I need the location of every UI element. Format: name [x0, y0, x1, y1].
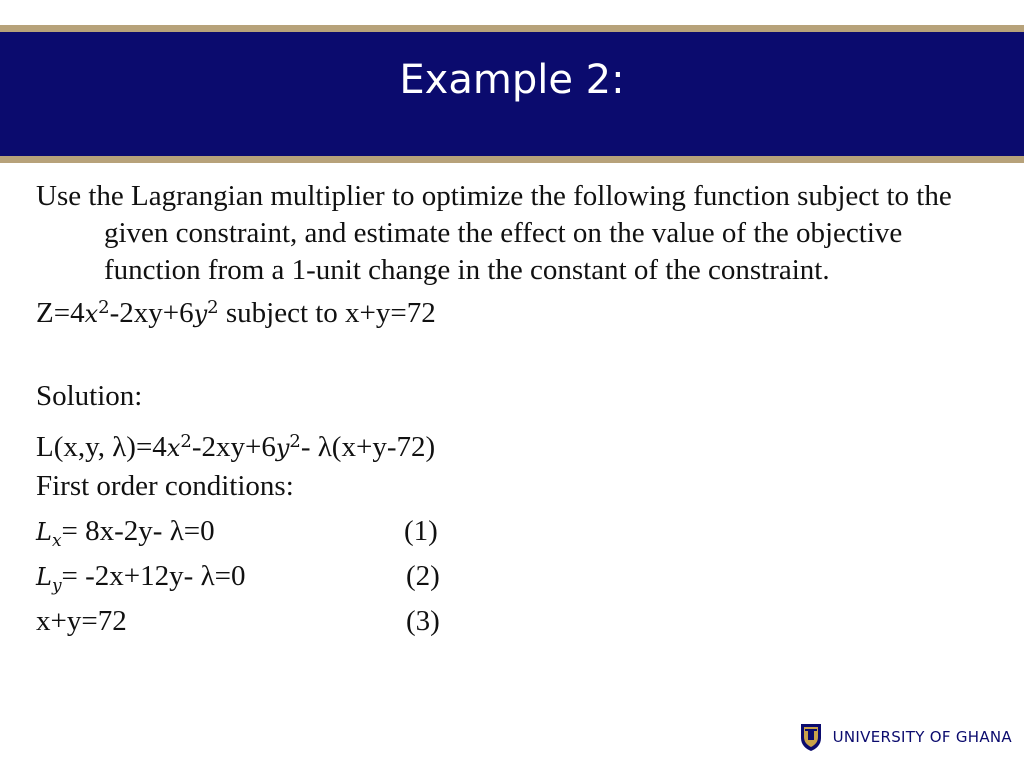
condition-2-var: L: [36, 563, 52, 591]
spacer: [36, 326, 986, 378]
condition-2-number: (2): [406, 560, 440, 592]
condition-3-text: x+y=72: [36, 605, 127, 637]
university-crest-icon: [799, 722, 823, 752]
lagrangian-middle: -2xy+6: [191, 431, 276, 463]
condition-1: [36, 513, 986, 550]
first-order-label: First order conditions:: [36, 470, 294, 502]
condition-1-subscript: x: [51, 531, 62, 551]
condition-2-text: = -2x+12y- λ=0: [61, 560, 246, 592]
slide-title: Example 2:: [399, 57, 625, 103]
problem-statement: Use the Lagrangian multiplier to optimize the following function subject to the given constraint, and estimate the effect on the value of the objective function from a 1-unit change in the constant of the constraint.: [36, 180, 952, 286]
objective-function: [36, 289, 986, 329]
footer-branding: [799, 722, 1012, 752]
banner-top-accent-line: [0, 25, 1024, 32]
condition-3-number: (3): [406, 605, 440, 637]
objective-y-term: y: [193, 300, 208, 328]
university-name: UNIVERSITY OF GHANA: [832, 728, 1012, 746]
condition-1-text: = 8x-2y- λ=0: [61, 515, 215, 547]
lagrangian-suffix: - λ(x+y-72): [300, 431, 436, 463]
lagrangian-x-power: 2: [180, 431, 192, 452]
objective-middle: -2xy+6: [109, 297, 194, 329]
objective-prefix: Z=4: [36, 297, 85, 329]
lagrangian-y-term: y: [275, 434, 290, 462]
slide-content: [36, 178, 986, 640]
objective-x-power: 2: [98, 297, 110, 318]
objective-x-term: x: [84, 300, 99, 328]
lagrangian-prefix: L(x,y, λ)=4: [36, 431, 167, 463]
condition-2-subscript: y: [51, 576, 62, 596]
objective-y-power: 2: [207, 297, 219, 318]
condition-3: [36, 603, 986, 640]
solution-label: Solution:: [36, 380, 143, 412]
condition-1-var: L: [36, 518, 52, 546]
objective-constraint: subject to x+y=72: [218, 297, 436, 329]
condition-1-number: (1): [404, 515, 438, 547]
lagrangian-y-power: 2: [289, 431, 301, 452]
condition-2: [36, 558, 986, 595]
lagrangian-x-term: x: [166, 434, 181, 462]
lagrangian-function: [36, 423, 986, 463]
banner-bottom-accent-line: [0, 156, 1024, 163]
